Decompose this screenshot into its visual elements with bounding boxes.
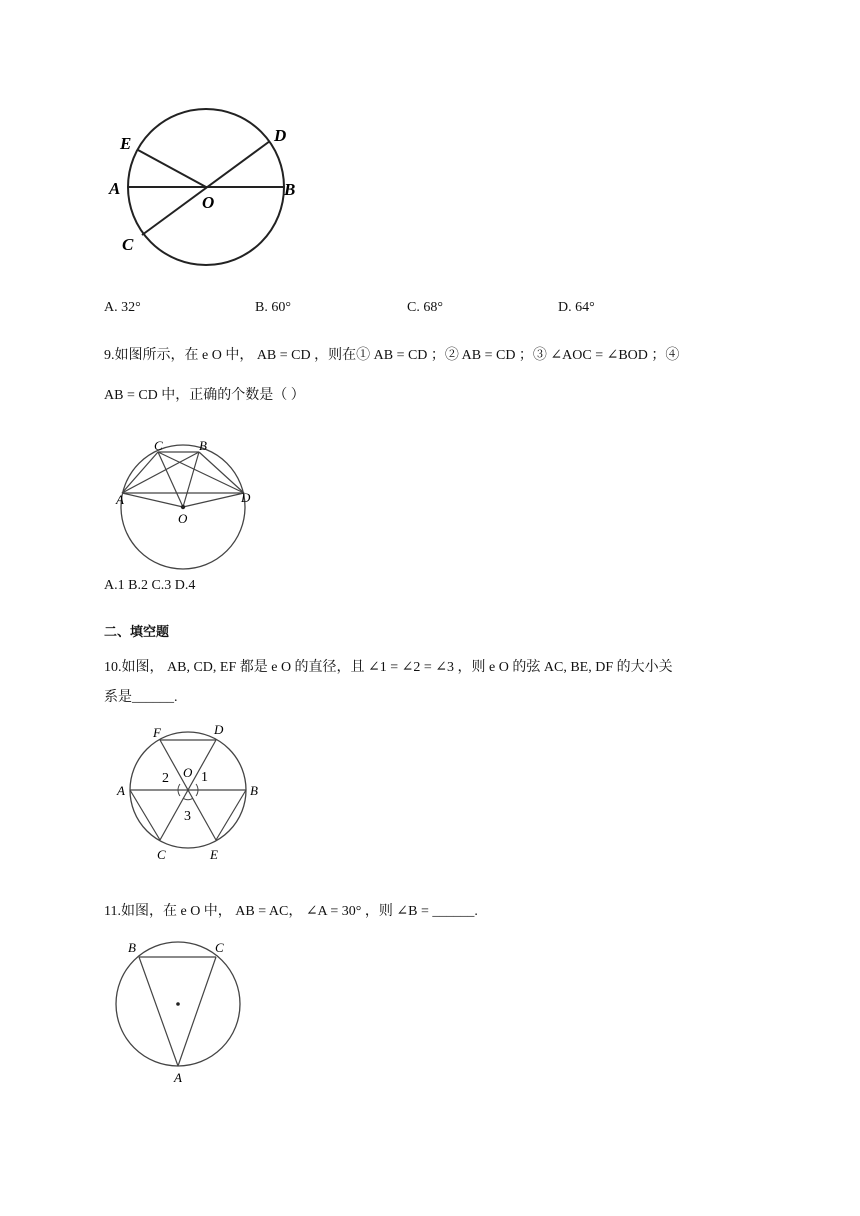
- circle-diameter-figure: [100, 105, 300, 275]
- section-title: 二、填空题: [104, 625, 170, 640]
- label-B: B: [128, 940, 136, 955]
- q8-option-d: D. 64°: [558, 300, 595, 315]
- label-B: B: [284, 180, 296, 199]
- label-C: C: [215, 940, 224, 955]
- label-A: A: [109, 179, 121, 198]
- three-diameters-figure: [110, 718, 270, 868]
- label-E: E: [210, 847, 218, 862]
- label-O: O: [202, 193, 215, 212]
- circle-chords-figure: [110, 430, 270, 580]
- label-C: C: [154, 438, 163, 453]
- label-3: 3: [184, 809, 191, 824]
- label-C: C: [157, 847, 166, 862]
- q9-stem-line1: 9.如图所示，在 e O 中， AB = CD ，则在① AB = CD ；② AB = CD ；③ ∠AOC = ∠BOD ；④: [104, 348, 680, 363]
- q10-stem-line1: 10.如图， AB, CD, EF 都是 e O 的直径，且 ∠1 = ∠2 = ∠3 ，则 e O 的弦 AC, BE, DF 的大小关: [104, 660, 673, 675]
- label-D: D: [241, 490, 251, 505]
- label-1: 1: [201, 770, 208, 785]
- label-E: E: [120, 134, 132, 153]
- label-D: D: [274, 126, 287, 145]
- label-C: C: [122, 235, 134, 254]
- label-A: A: [117, 783, 125, 798]
- q10-stem-line2: 系是______.: [104, 690, 178, 705]
- q9-stem-line2: AB = CD 中，正确的个数是（ ）: [104, 388, 305, 403]
- q8-option-c: C. 68°: [407, 300, 443, 315]
- label-B: B: [250, 783, 258, 798]
- label-A: A: [174, 1070, 182, 1085]
- label-A: A: [116, 492, 124, 507]
- label-D: D: [214, 722, 224, 737]
- isosceles-triangle-figure: [108, 935, 268, 1085]
- q8-option-b: B. 60°: [255, 300, 291, 315]
- q8-option-a: A. 32°: [104, 300, 141, 315]
- q9-options: A.1 B.2 C.3 D.4: [104, 578, 196, 593]
- label-B: B: [199, 438, 207, 453]
- q11-stem: 11.如图，在 e O 中， AB = AC， ∠A = 30° ，则 ∠B = ______.: [104, 904, 478, 919]
- label-2: 2: [162, 771, 169, 786]
- label-O: O: [178, 511, 188, 526]
- label-O: O: [183, 765, 193, 780]
- label-F: F: [153, 725, 161, 740]
